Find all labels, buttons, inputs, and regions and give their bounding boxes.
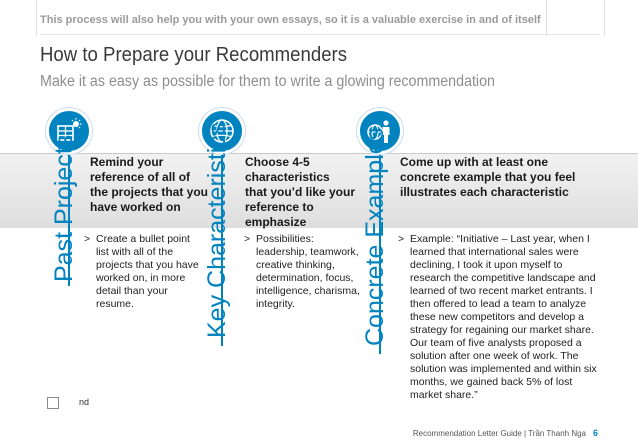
checkbox-icon (47, 397, 59, 409)
page-title: How to Prepare your Recommenders (40, 44, 348, 66)
top-bar (0, 0, 638, 36)
top-divider (40, 34, 600, 35)
bullet-text: Create a bullet point list with all of the projects that you have worked on, in more detail than your resume. (96, 233, 199, 310)
column-bullet-2 (244, 233, 360, 311)
top-note: This process will also help you with your own essays, so it is a valuable exercise in and of itself (40, 14, 541, 26)
bullet-text: Possibilities: leadership, teamwork, creative thinking, determination, focus, intelligence, charisma, integrity. (256, 233, 360, 310)
column-bullet-1 (84, 233, 204, 311)
guide-line (36, 0, 37, 36)
page-number: 6 (592, 428, 598, 438)
stub-text: nd (79, 397, 90, 407)
bullet-marker: > (244, 233, 251, 245)
bullet-text: Example: “Initiative – Last year, when I learned that international sales were declining, I took it upon myself to research the competitive landscape and learned of two recent market entrants. I then offered to lead a team to analyze these new competitors and develop a strategy for regaining our market share. Our team of five analysts proposed a solution after one week of work. The solution was implemented and within six months, we gained back 5% of lost market share.” (410, 233, 597, 401)
column-bullet-3 (398, 233, 606, 402)
band-top-edge (0, 153, 638, 154)
bullet-marker: > (84, 233, 91, 245)
bullet-marker: > (398, 233, 405, 245)
guide-line (604, 0, 605, 36)
column-heading-3: Come up with at least one concrete example that you feel illustrates each characteristic (400, 155, 576, 199)
column-heading-2: Choose 4-5 characteristics that you’d like your reference to emphasize (245, 155, 356, 229)
guide-line (546, 0, 547, 36)
column-label-3: Concrete Examples (361, 127, 389, 346)
column-label-2: Key Characteristics (203, 122, 231, 338)
column-label-1: Past Projects (50, 134, 78, 282)
page-subtitle: Make it as easy as possible for them to write a glowing recommendation (40, 73, 495, 90)
column-heading-1: Remind your reference of all of the projects that you have worked on (90, 155, 209, 214)
footer-text: Recommendation Letter Guide | Trần Thanh Nga (412, 429, 586, 438)
